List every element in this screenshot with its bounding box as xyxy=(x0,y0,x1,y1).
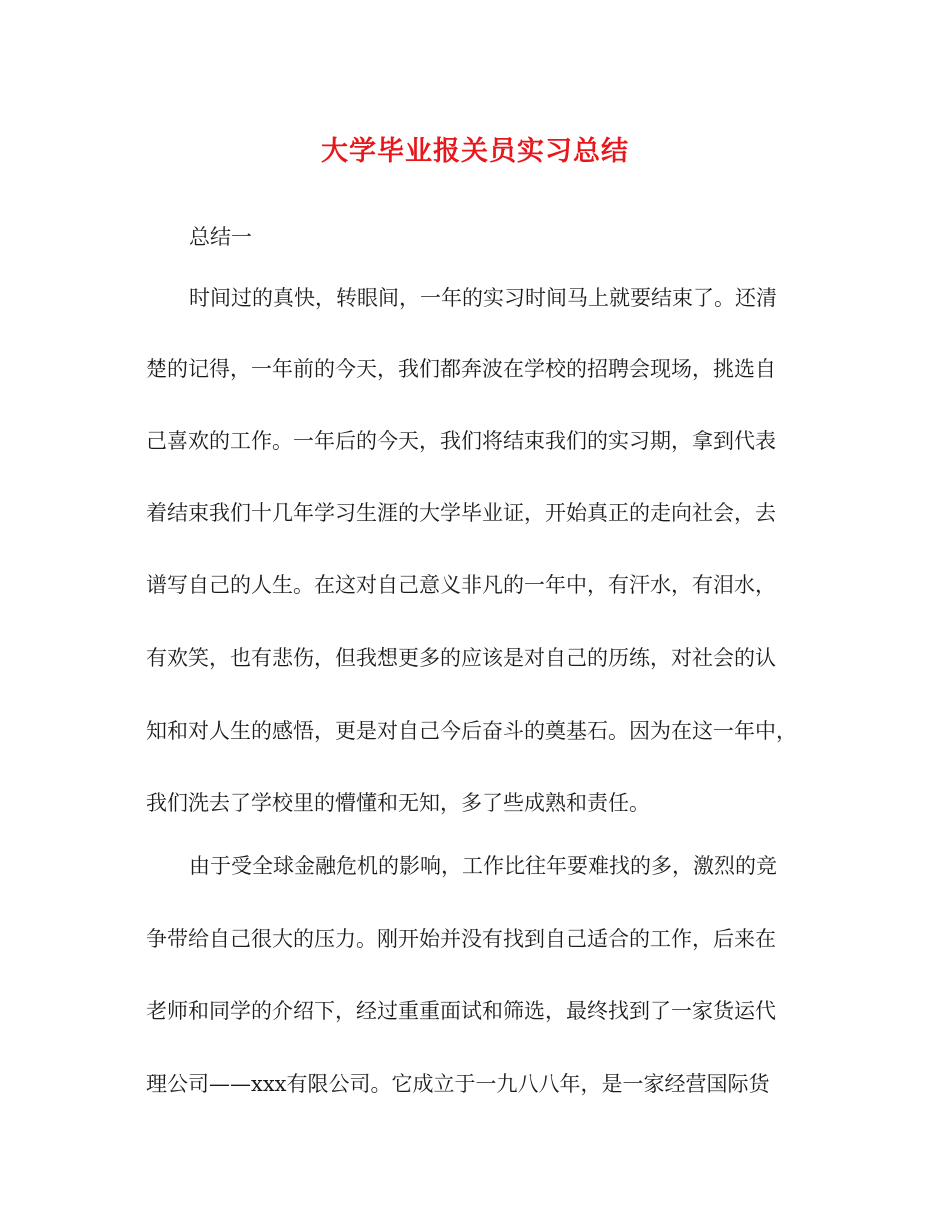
paragraph-line: 争带给自己很大的压力。刚开始并没有找到自己适合的工作，后来在 xyxy=(146,927,776,951)
document-title: 大学毕业报关员实习总结 xyxy=(321,136,629,167)
paragraph-line: 着结束我们十几年学习生涯的大学毕业证，开始真正的走向社会，去 xyxy=(146,501,776,525)
paragraph-line: 己喜欢的工作。一年后的今天，我们将结束我们的实习期，拿到代表 xyxy=(146,429,776,453)
paragraph-line: 理公司——xxx有限公司。它成立于一九八八年，是一家经营国际货 xyxy=(146,1072,770,1096)
paragraph-line: 时间过的真快，转眼间，一年的实习时间马上就要结束了。还清 xyxy=(189,286,777,310)
paragraph-line: 我们洗去了学校里的懵懂和无知，多了些成熟和责任。 xyxy=(146,791,650,815)
paragraph-line: 老师和同学的介绍下，经过重重面试和筛选，最终找到了一家货运代 xyxy=(146,999,776,1023)
paragraph-line: 由于受全球金融危机的影响，工作比往年要难找的多，激烈的竞 xyxy=(189,854,777,878)
paragraph-line: 知和对人生的感悟，更是对自己今后奋斗的奠基石。因为在这一年中， xyxy=(146,719,797,743)
paragraph-line: 谱写自己的人生。在这对自己意义非凡的一年中，有汗水，有泪水， xyxy=(146,573,776,597)
section-heading: 总结一 xyxy=(189,225,252,249)
paragraph-line: 楚的记得，一年前的今天，我们都奔波在学校的招聘会现场，挑选自 xyxy=(146,357,776,381)
paragraph-line: 有欢笑，也有悲伤，但我想更多的应该是对自己的历练，对社会的认 xyxy=(146,646,776,670)
